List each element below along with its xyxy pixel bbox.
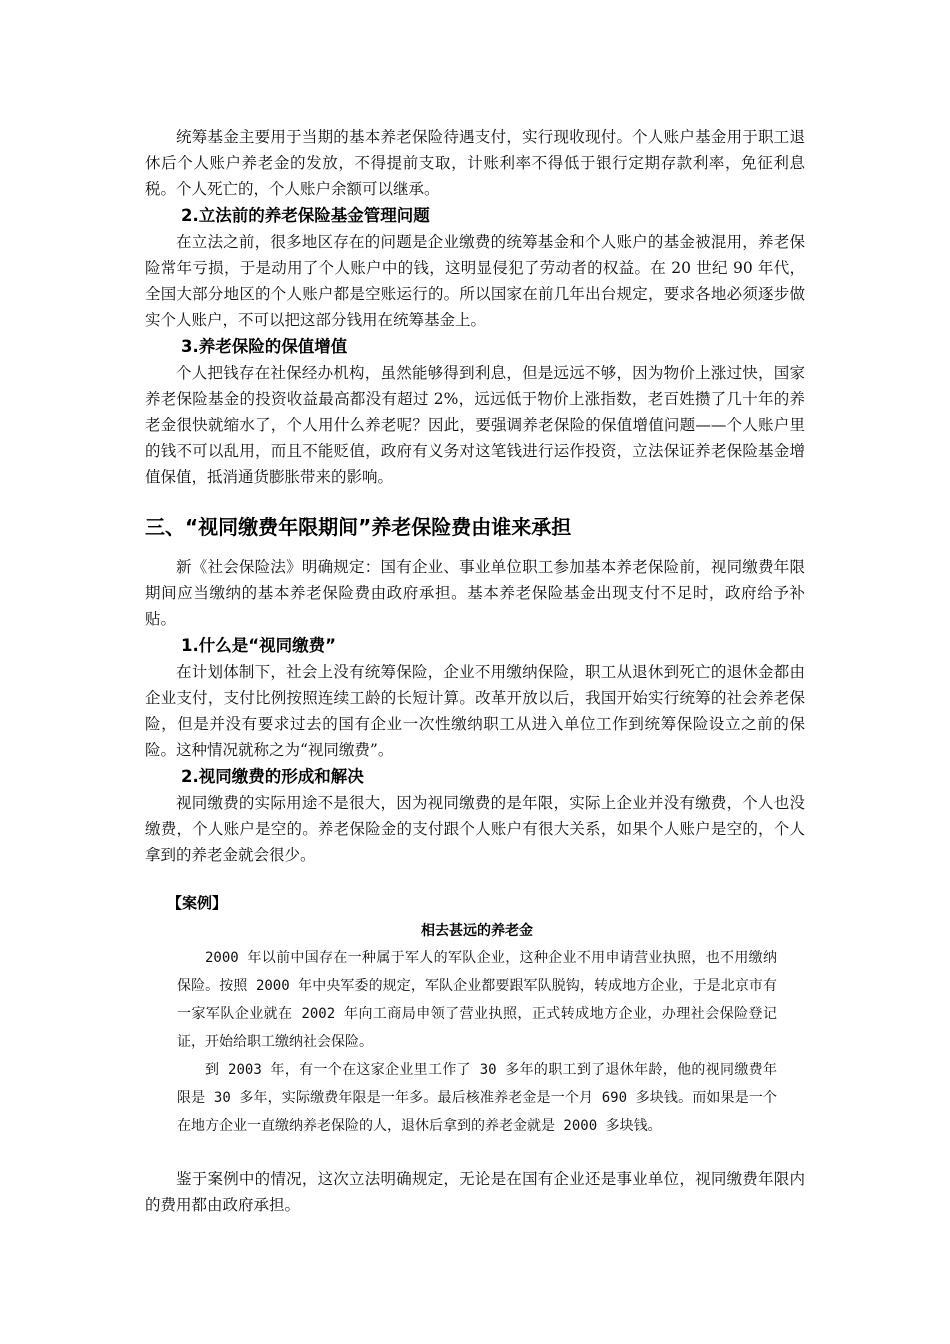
- paragraph-social-insurance-law: 新《社会保险法》明确规定：国有企业、事业单位职工参加基本养老保险前，视同缴费年限期间应当缴纳的基本养老保险费由政府承担。基本养老保险基金出现支付不足时，政府给予补贴。: [145, 558, 805, 628]
- paragraph-value-preservation: 个人把钱存在社保经办机构，虽然能够得到利息，但是远远不够，因为物价上涨过快，国家养老保险基金的投资收益最高都没有超过 2%，远远低于物价上涨指数，老百姓攒了几十年的养老金很快就缩水了，个人用什么养老呢？因此，要强调养老保险的保值增值问题——个人账户里的钱不可以乱用，而且不能贬值，政府有义务对这笔钱进行运作投资，立法保证养老保险基金增值保值，抵消通货膨胀带来的影响。: [145, 364, 805, 486]
- case-paragraph-pension-gap: 到 2003 年，有一个在这家企业里工作了 30 多年的职工到了退休年龄，他的视同缴费年限是 30 多年，实际缴费年限是一年多。最后核准养老金是一个月 690 多块钱。而如果是一个在地方企业一直缴纳养老保险的人，退休后拿到的养老金就是 2000 多块钱。: [177, 1062, 777, 1134]
- subheading-value-preservation: 3.养老保险的保值增值: [181, 337, 348, 356]
- case-paragraph-military-enterprise: 2000 年以前中国存在一种属于军人的军队企业，这种企业不用申请营业执照，也不用缴纳保险。按照 2000 年中央军委的规定，军队企业都要跟军队脱钩，转成地方企业，于是北京市有一家军队企业就在 2002 年向工商局申领了营业执照，正式转成地方企业，办理社会保险登记证，开始给职工缴纳社会保险。: [177, 950, 777, 1050]
- subheading-pre-legislation-fund-issues: 2.立法前的养老保险基金管理问题: [181, 206, 430, 225]
- case-label: 【案例】: [167, 894, 228, 912]
- page-content: [145, 124, 805, 1218]
- case-title: 相去甚远的养老金: [421, 923, 533, 939]
- paragraph-formation-and-solution: 视同缴费的实际用途不是很大，因为视同缴费的是年限，实际上企业并没有缴费，个人也没缴费，个人账户是空的。养老保险金的支付跟个人账户有很大关系，如果个人账户是空的，个人拿到的养老金就会很少。: [145, 794, 805, 864]
- subheading-formation-and-solution: 2.视同缴费的形成和解决: [181, 767, 364, 786]
- paragraph-conclusion: 鉴于案例中的情况，这次立法明确规定，无论是在国有企业还是事业单位，视同缴费年限内的费用都由政府承担。: [145, 1170, 805, 1214]
- section-heading-deemed-contribution: 三、“视同缴费年限期间”养老保险费由谁来承担: [145, 515, 572, 539]
- paragraph-pooled-fund: 统筹基金主要用于当期的基本养老保险待遇支付，实行现收现付。个人账户基金用于职工退休后个人账户养老金的发放，不得提前支取，计账利率不得低于银行定期存款利率，免征利息税。个人死亡的，个人账户余额可以继承。: [145, 128, 805, 198]
- paragraph-deemed-contribution-definition: 在计划体制下，社会上没有统筹保险，企业不用缴纳保险，职工从退休到死亡的退休金都由企业支付，支付比例按照连续工龄的长短计算。改革开放以后，我国开始实行统筹的社会养老保险，但是并没有要求过去的国有企业一次性缴纳职工从进入单位工作到统筹保险设立之前的保险。这种情况就称之为“视同缴费”。: [145, 663, 805, 759]
- case-study-box: [177, 918, 777, 1140]
- paragraph-pre-legislation: 在立法之前，很多地区存在的问题是企业缴费的统筹基金和个人账户的基金被混用，养老保险常年亏损，于是动用了个人账户中的钱，这明显侵犯了劳动者的权益。在 20 世纪 90 年代，全国大部分地区的个人账户都是空账运行的。所以国家在前几年出台规定，要求各地必须逐步做实个人账户，不可以把这部分钱用在统筹基金上。: [145, 233, 805, 329]
- subheading-what-is-deemed-contribution: 1.什么是“视同缴费”: [181, 636, 336, 655]
